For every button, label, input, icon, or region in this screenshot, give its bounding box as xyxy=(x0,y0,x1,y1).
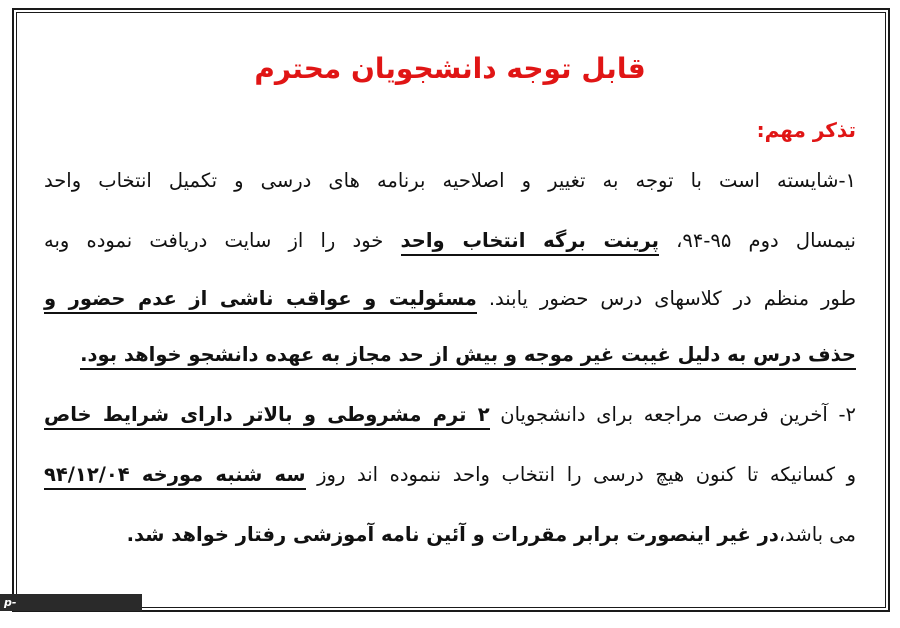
responsibility-emphasis: مسئولیت و عواقب ناشی از عدم حضور و xyxy=(44,287,477,314)
paragraph-1-line-3 xyxy=(44,284,856,316)
text-segment: ۱-شایسته است با توجه به تغییر و اصلاحیه برنامه های درسی و تکمیل انتخاب واحد xyxy=(44,169,856,192)
deadline-date-emphasis: سه شنبه مورخه ۹۴/۱۲/۰۴ xyxy=(44,463,306,490)
paragraph-2-line-1 xyxy=(44,400,856,432)
text-segment: طور منظم در کلاسهای درس حضور یابند. xyxy=(488,287,856,310)
probation-emphasis: ۲ ترم مشروطی و بالاتر دارای شرایط خاص xyxy=(44,403,490,430)
text-segment: خود را از سایت دریافت نموده وبه xyxy=(44,229,384,252)
text-segment: می باشد، xyxy=(778,523,856,546)
notice-title: قابل توجه دانشجویان محترم xyxy=(254,52,646,85)
paragraph-1-line-4 xyxy=(44,340,856,372)
site-url-footer[interactable]: p-aliabadkatool.tvu.ac.ir xyxy=(0,594,142,611)
text-segment: نیمسال دوم ۹۵-۹۴، xyxy=(676,229,856,252)
text-segment: ۲- آخرین فرصت مراجعه برای دانشجویان xyxy=(500,403,857,426)
print-registration-emphasis: پرینت برگه انتخاب واحد xyxy=(401,229,659,256)
paragraph-1-line-1 xyxy=(44,166,856,198)
paragraph-1-line-2 xyxy=(44,226,856,258)
absence-emphasis: حذف درس به دلیل غیبت غیر موجه و بیش از حد مجاز به عهده دانشجو خواهد بود. xyxy=(80,343,856,370)
paragraph-2-line-2 xyxy=(44,460,856,492)
text-segment-bold: در غیر اینصورت برابر مقررات و آئین نامه آموزشی رفتار خواهد شد. xyxy=(126,523,779,546)
paragraph-2-line-3 xyxy=(44,520,856,552)
text-segment: و کسانیکه تا کنون هیچ درسی را انتخاب واحد ننموده اند روز xyxy=(317,463,856,486)
important-heading: تذکر مهم: xyxy=(756,118,856,142)
